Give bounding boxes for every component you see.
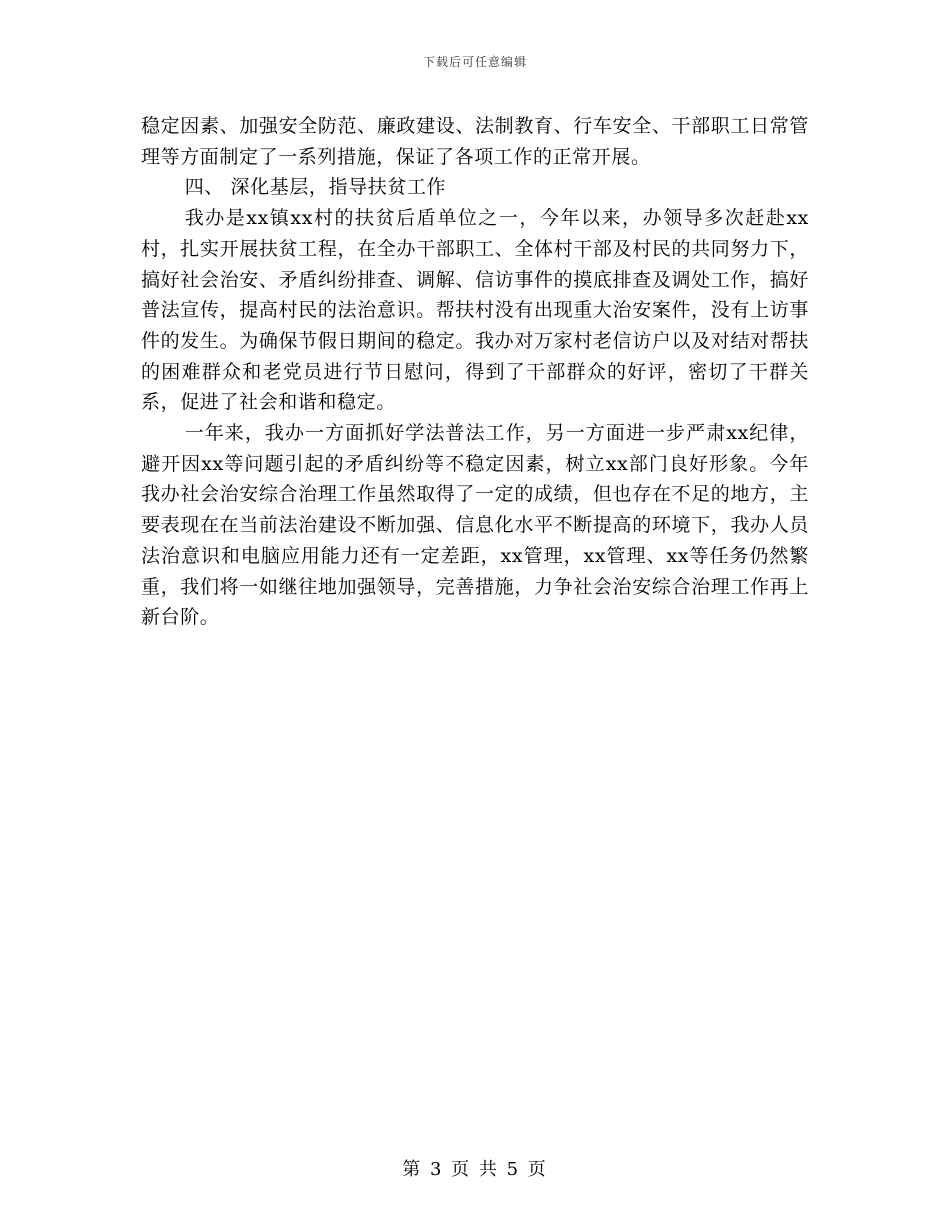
section-heading: 四、 深化基层，指导扶贫工作	[184, 176, 447, 199]
page-number-footer: 第 3 页 共 5 页	[402, 1159, 548, 1180]
document-body	[141, 111, 809, 633]
page-header: 下载后可任意编辑	[422, 55, 527, 69]
paragraph-poverty-alleviation: 我办是xx镇xx村的扶贫后盾单位之一，今年以来，办领导多次赶赴xx村，扎实开展扶贫工程，在全办干部职工、全体村干部及村民的共同努力下，搞好社会治安、矛盾纠纷排查、调解、信访事件的摸底排查及调处工作，搞好普法宣传，提高村民的法治意识。帮扶村没有出现重大治安案件，没有上访事件的发生。为确保节假日期间的稳定。我办对万家村老信访户以及对结对帮扶的困难群众和老党员进行节日慰问，得到了干部群众的好评，密切了干群关系，促进了社会和谐和稳定。	[141, 207, 809, 414]
paragraph-summary: 一年来，我办一方面抓好学法普法工作，另一方面进一步严肃xx纪律，避开因xx等问题引起的矛盾纠纷等不稳定因素，树立xx部门良好形象。今年我办社会治安综合治理工作虽然取得了一定的成绩，但也存在不足的地方，主要表现在在当前法治建设不断加强、信息化水平不断提高的环境下，我办人员法治意识和电脑应用能力还有一定差距，xx管理，xx管理、xx等任务仍然繁重，我们将一如继往地加强领导，完善措施，力争社会治安综合治理工作再上新台阶。	[141, 422, 809, 629]
paragraph-continuation: 稳定因素、加强安全防范、廉政建设、法制教育、行车安全、干部职工日常管理等方面制定了一系列措施，保证了各项工作的正常开展。	[141, 115, 809, 168]
